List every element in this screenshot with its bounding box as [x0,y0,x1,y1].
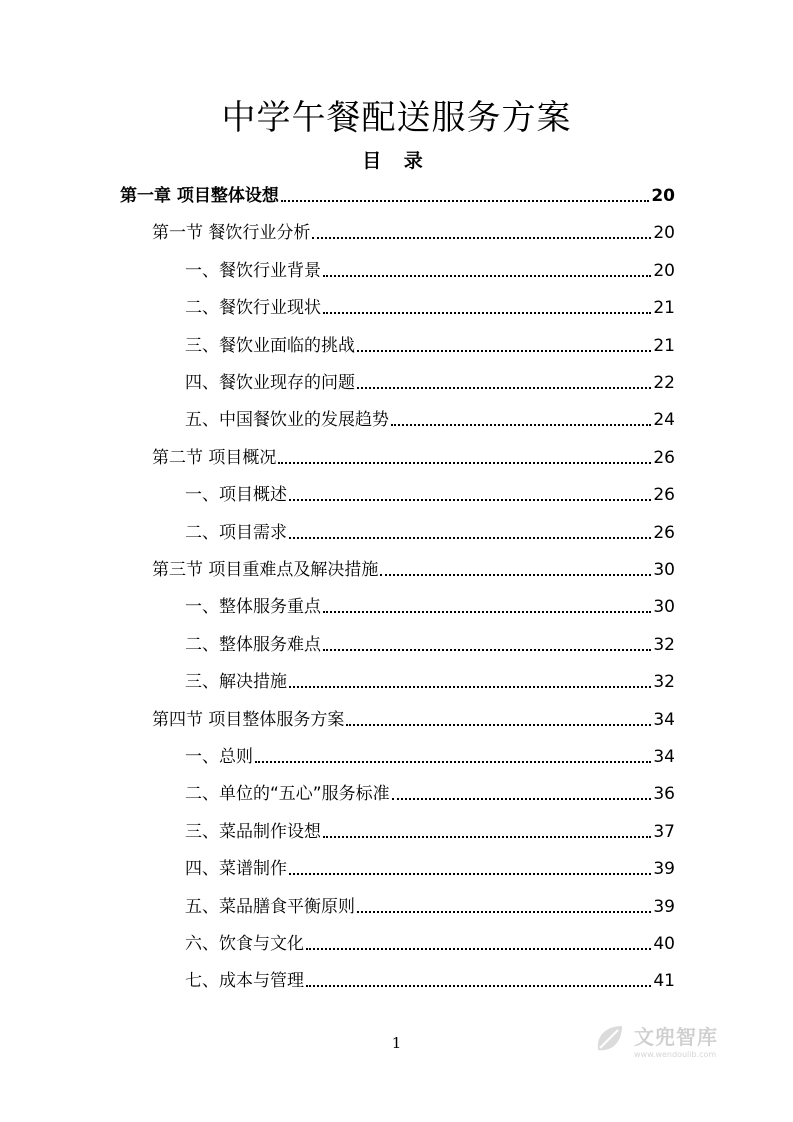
toc-entry-label: 四、餐饮业现存的问题 [185,373,355,393]
toc-heading: 目 录 [362,150,431,172]
toc-entry-page: 30 [653,597,675,618]
toc-entry-label: 三、餐饮业面临的挑战 [185,335,355,356]
toc-entry[interactable] [185,514,675,544]
toc-entry-page: 24 [653,410,675,431]
toc-leader-dots [323,312,651,314]
toc-leader-dots [392,798,652,800]
toc-entry-page: 32 [653,634,675,655]
toc-leader-dots [357,911,651,913]
toc-leader-dots [391,424,651,426]
toc-entry[interactable] [185,663,675,693]
toc-entry-page: 26 [653,447,675,468]
toc-entry-page: 41 [653,971,675,992]
toc-entry-label: 二、项目需求 [185,522,287,543]
toc-entry[interactable] [185,401,675,431]
toc-leader-dots [323,611,651,613]
toc-entry-label: 第一节 餐饮行业分析 [152,223,311,244]
toc-entry-label: 第四节 项目整体服务方案 [152,709,345,730]
leaf-logo-icon [590,1020,630,1060]
toc-entry[interactable] [185,476,675,506]
toc-leader-dots [289,686,651,688]
toc-leader-dots [380,574,651,576]
toc-entry-label: 五、中国餐饮业的发展趋势 [185,410,389,431]
toc-entry-page: 21 [653,298,675,319]
page-number: 1 [391,1034,402,1052]
toc-leader-dots [323,275,651,277]
toc-entry-label: 一、总则 [185,747,253,767]
toc-entry[interactable] [185,888,675,918]
toc-entry-page: 36 [653,784,675,805]
toc-leader-dots [281,200,649,202]
toc-entry-page: 32 [653,672,675,693]
toc-entry-label: 二、单位的“五心”服务标准 [185,784,390,805]
toc-leader-dots [306,948,651,950]
toc-entry-page: 21 [653,335,675,356]
toc-leader-dots [278,462,651,464]
toc-entry-label: 五、菜品膳食平衡原则 [185,896,355,917]
toc-entry-label: 第一章 项目整体设想 [120,186,279,206]
toc-entry[interactable] [185,850,675,880]
toc-entry[interactable] [185,588,675,618]
toc-entry[interactable] [185,252,675,282]
toc-entry[interactable] [152,439,675,469]
toc-entry-page: 39 [653,859,675,880]
document-title: 中学午餐配送服务方案 [221,98,572,138]
toc-entry[interactable] [185,738,675,768]
toc-leader-dots [312,237,651,239]
toc-entry-label: 一、整体服务重点 [185,597,321,618]
toc-entry-label: 第三节 项目重难点及解决措施 [152,560,379,580]
toc-entry[interactable] [152,214,675,244]
toc-entry-label: 二、餐饮行业现状 [185,298,321,319]
toc-entry-page: 34 [653,747,675,767]
toc-leader-dots [357,387,651,389]
toc-entry-label: 一、餐饮行业背景 [185,260,321,281]
toc-entry-page: 26 [653,522,675,543]
watermark [590,1020,718,1060]
toc-leader-dots [357,350,651,352]
toc-entry-label: 二、整体服务难点 [185,634,321,655]
toc-entry-label: 四、菜谱制作 [185,859,287,880]
toc-entry[interactable] [185,962,675,992]
toc-entry[interactable] [120,177,675,207]
toc-entry-page: 39 [653,896,675,917]
toc-entry[interactable] [185,813,675,843]
toc-entry-page: 37 [653,821,675,842]
watermark-name: 文兜智库 [634,1025,718,1049]
toc-entry[interactable] [152,551,675,581]
toc-leader-dots [255,761,651,763]
toc-entry-page: 30 [653,560,675,580]
toc-leader-dots [323,649,651,651]
toc-entry-page: 22 [653,373,675,393]
toc-entry-page: 20 [653,223,675,244]
toc-entry[interactable] [185,775,675,805]
toc-entry-label: 一、项目概述 [185,485,287,506]
toc-leader-dots [323,836,651,838]
toc-entry-label: 三、解决措施 [185,672,287,693]
toc-entry[interactable] [185,364,675,394]
toc-entry-page: 40 [653,934,675,954]
toc-entry-label: 三、菜品制作设想 [185,821,321,842]
toc-entry-page: 34 [653,709,675,730]
toc-entry-label: 六、饮食与文化 [185,934,304,954]
toc-entry[interactable] [185,327,675,357]
toc-leader-dots [346,724,651,726]
toc-leader-dots [289,873,651,875]
toc-leader-dots [306,985,651,987]
toc-entry[interactable] [152,701,675,731]
toc-entry-label: 第二节 项目概况 [152,447,277,468]
toc-leader-dots [289,499,651,501]
toc-entry-page: 26 [653,485,675,506]
toc-entry[interactable] [185,289,675,319]
toc-entry[interactable] [185,925,675,955]
toc-entry-page: 20 [653,260,675,281]
toc-leader-dots [289,537,651,539]
toc-entry-label: 七、成本与管理 [185,971,304,992]
toc-entry[interactable] [185,626,675,656]
watermark-url: www.wendoulib.com [634,1050,717,1059]
toc-entry-page: 20 [651,186,675,206]
